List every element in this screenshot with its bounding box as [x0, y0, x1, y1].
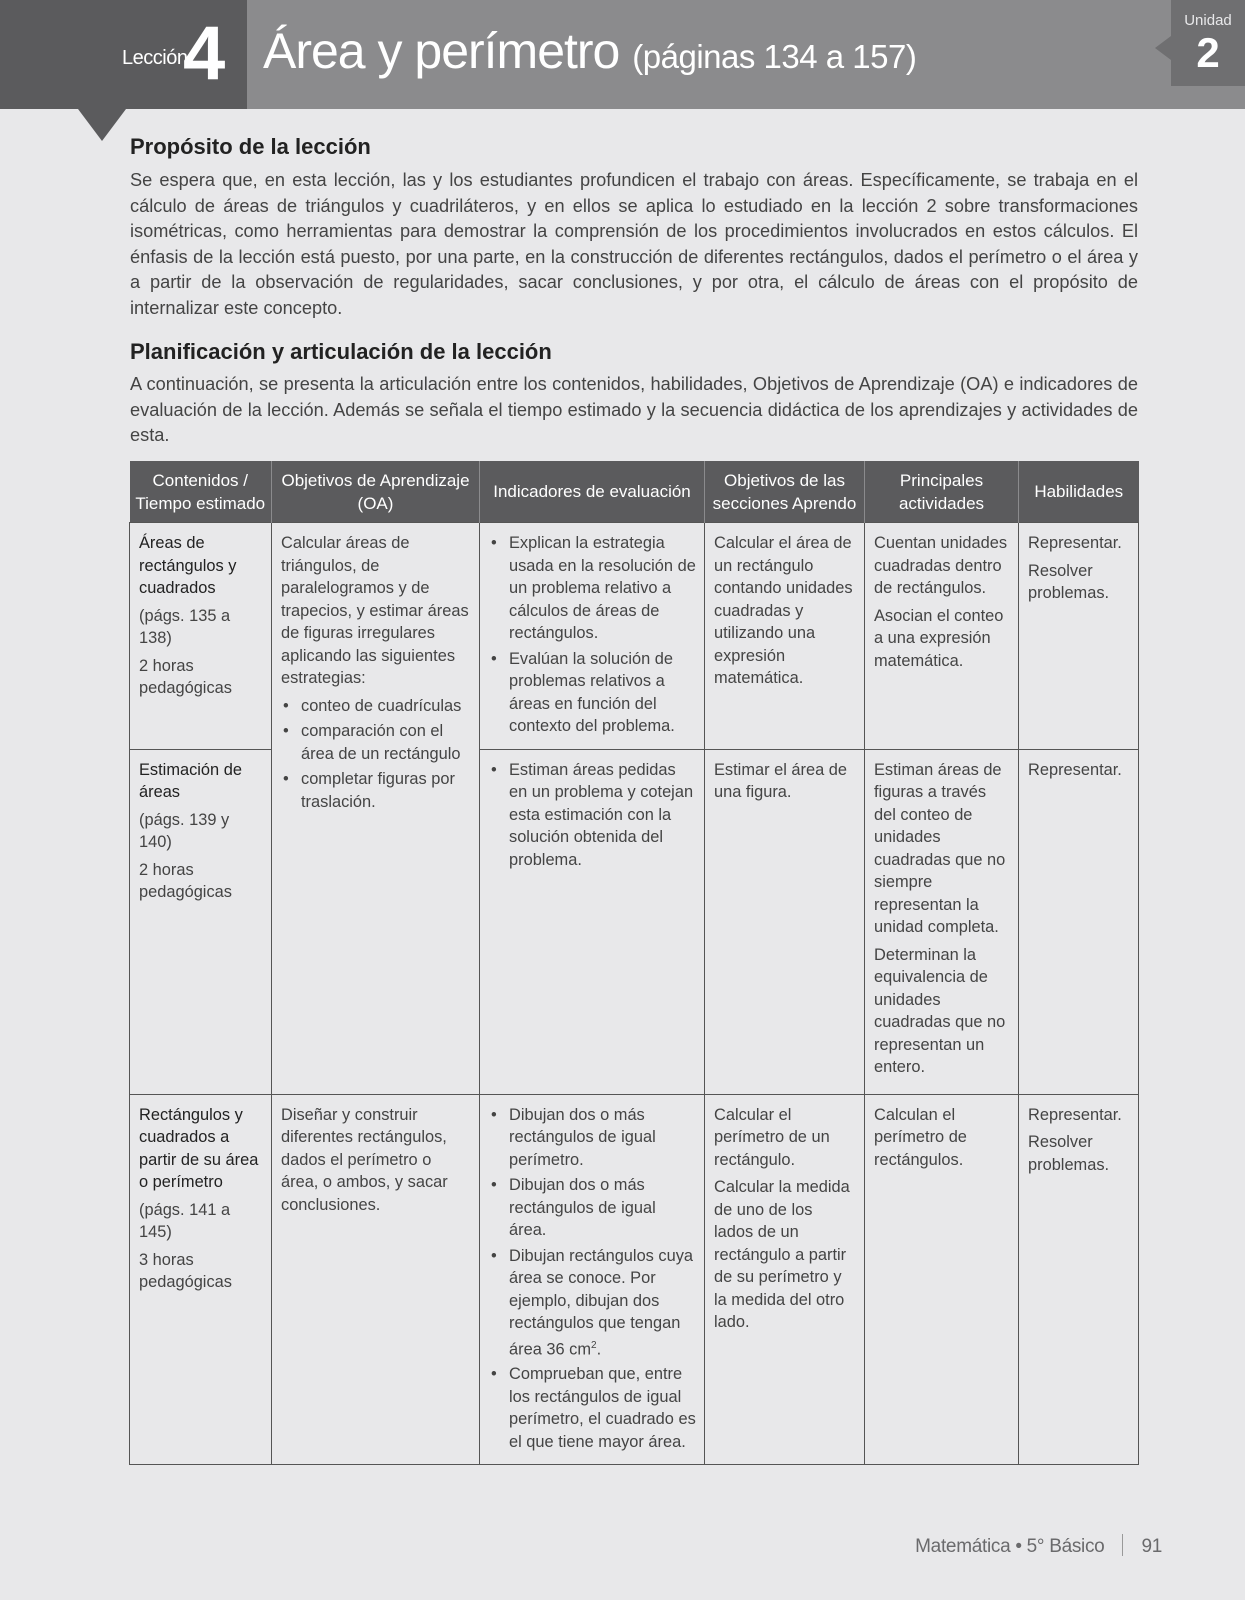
skill-text: Resolver problemas.	[1028, 561, 1110, 602]
table-row	[130, 523, 1139, 750]
indicators-list	[489, 759, 696, 872]
list-item: • Evalúan la solución de problemas relativos a áreas en función del contexto del problema.	[489, 648, 696, 738]
oa-cell	[272, 1094, 480, 1465]
list-item: • Dibujan dos o más rectángulos de igual perímetro.	[489, 1104, 696, 1172]
purpose-text: Se espera que, en esta lección, las y los estudiantes profundicen el trabajo con áreas. Específicamente, se trabaja en el cálculo de áreas de triángulos y cuadriláteros, y en ellos se aplica lo estudiado en la lección 2 sobre transformaciones isométricas, como herramientas para demostrar la comprensión de los procedimientos involucrados en estos cálculos. El énfasis de la lección está puesto, por una parte, en la construcción de diferentes rectángulos, dados el perímetro o el área y a partir de la observación de regularidades, sacar conclusiones, y por otra, el cálculo de áreas con el propósito de internalizar este concepto.	[130, 170, 1138, 318]
skill-text: Resolver problemas.	[1028, 1133, 1110, 1174]
activity-text: Estiman áreas de figuras a través del conteo de unidades cuadradas que no siempre representan la unidad completa.	[874, 760, 1006, 936]
oa-intro: Calcular áreas de triángulos, de paralelogramos y de trapecios, y estimar áreas de figuras irregulares aplicando las siguientes estrategias:	[281, 534, 469, 687]
list-item: • Estiman áreas pedidas en un problema y cotejan esta estimación con la solución obtenida del problema.	[489, 759, 696, 872]
indicators-cell	[480, 1094, 705, 1465]
topic-time: 3 horas pedagógicas	[139, 1250, 232, 1291]
list-item: • comparación con el área de un rectángulo	[281, 720, 471, 765]
oa-text: Diseñar y construir diferentes rectángulos, dados el perímetro o área, o ambos, y sacar conclusiones.	[281, 1105, 448, 1214]
purpose-heading: Propósito de la lección	[130, 134, 371, 159]
activity-text: Calculan el perímetro de rectángulos.	[874, 1105, 967, 1169]
indicators-cell	[480, 523, 705, 750]
lesson-header	[0, 0, 1245, 109]
list-item: • Explican la estrategia usada en la resolución de un problema relativo a cálculos de áreas de rectángulos.	[489, 532, 696, 645]
topic-pages: (págs. 135 a 138)	[139, 606, 231, 647]
topic-pages: (págs. 139 y 140)	[139, 810, 230, 851]
page-footer	[915, 1534, 1162, 1558]
header-contents: Contenidos / Tiempo estimado	[130, 461, 272, 523]
activities-cell	[865, 749, 1019, 1094]
header-activities: Principales actividades	[865, 461, 1019, 523]
activity-text: Cuentan unidades cuadradas dentro de rectángulos.	[874, 534, 1008, 597]
activities-cell	[865, 523, 1019, 750]
table-row	[130, 1094, 1139, 1465]
skill-text: Representar.	[1028, 534, 1122, 552]
objective-text: Calcular el área de un rectángulo contando unidades cuadradas y utilizando una expresión matemática.	[714, 534, 853, 687]
lesson-number-box	[0, 0, 247, 109]
contents-cell	[130, 1094, 272, 1465]
unit-label: Unidad	[1184, 12, 1232, 29]
lesson-pages: (páginas 134 a 157)	[632, 38, 917, 75]
list-item: • Dibujan dos o más rectángulos de igual área.	[489, 1174, 696, 1242]
objectives-cell	[705, 523, 865, 750]
contents-cell	[130, 523, 272, 750]
lesson-number: 4	[183, 11, 226, 96]
page-number: 91	[1141, 1536, 1162, 1557]
indicators-cell	[480, 749, 705, 1094]
lesson-title-text: Área y perímetro	[263, 23, 620, 79]
planning-table	[129, 461, 1139, 1465]
skills-cell	[1019, 749, 1139, 1094]
skills-cell	[1019, 523, 1139, 750]
activities-cell	[865, 1094, 1019, 1465]
skills-cell	[1019, 1094, 1139, 1465]
indicator-area-text: Dibujan rectángulos cuya área se conoce. Por ejemplo, dibujan dos rectángulos que tengan área 36 cm	[509, 1246, 694, 1358]
list-item: • Comprueban que, entre los rectángulos de igual perímetro, el cuadrado es el que tiene mayor área.	[489, 1363, 696, 1453]
oa-strategies-list	[281, 695, 471, 814]
header-skills: Habilidades	[1019, 461, 1139, 523]
footer-subject: Matemática • 5° Básico	[915, 1536, 1105, 1557]
planning-text: A continuación, se presenta la articulación entre los contenidos, habilidades, Objetivos de Aprendizaje (OA) e indicadores de evaluación de la lección. Además se señala el tiempo estimado y la secuencia didáctica de los aprendizajes y actividades de esta.	[130, 374, 1138, 445]
topic-title: Rectángulos y cuadrados a partir de su área o perímetro	[139, 1105, 259, 1191]
indicators-list	[489, 1104, 696, 1454]
topic-title: Estimación de áreas	[139, 760, 242, 801]
skill-text: Representar.	[1028, 1105, 1122, 1124]
topic-time: 2 horas pedagógicas	[139, 860, 232, 901]
activity-text: Asocian el conteo a una expresión matemática.	[874, 606, 1004, 670]
list-item	[489, 1245, 696, 1361]
indicator-end-period: .	[596, 1339, 602, 1358]
lesson-title	[263, 23, 917, 79]
objective-text: Calcular la medida de uno de los lados de un rectángulo a partir de su perímetro y la medida del otro lado.	[714, 1178, 850, 1331]
topic-title: Áreas de rectángulos y cuadrados	[139, 534, 237, 597]
unit-badge	[1171, 0, 1245, 86]
oa-cell	[272, 523, 480, 1095]
planning-heading: Planificación y articulación de la lección	[130, 339, 552, 364]
squared-exponent: 2	[591, 1339, 597, 1351]
topic-time: 2 horas pedagógicas	[139, 656, 232, 697]
lesson-label: Lección	[122, 47, 188, 69]
header-indicators: Indicadores de evaluación	[480, 461, 705, 523]
table-header-row	[130, 461, 1139, 523]
objective-text: Calcular el perímetro de un rectángulo.	[714, 1105, 830, 1169]
indicators-list	[489, 532, 696, 738]
topic-pages: (págs. 141 a 145)	[139, 1200, 231, 1241]
header-objectives: Objetivos de las secciones Aprendo	[705, 461, 865, 523]
list-item: • conteo de cuadrículas	[281, 695, 471, 718]
objectives-cell	[705, 1094, 865, 1465]
activity-text: Determinan la equivalencia de unidades cuadradas que no representan un entero.	[874, 945, 1006, 1076]
unit-number: 2	[1196, 29, 1220, 76]
footer-divider	[1122, 1534, 1123, 1556]
unit-notch	[1155, 36, 1171, 60]
skill-text: Representar.	[1028, 760, 1122, 779]
objective-text: Estimar el área de una figura.	[714, 760, 848, 801]
contents-cell	[130, 749, 272, 1094]
list-item: • completar figuras por traslación.	[281, 768, 471, 813]
objectives-cell	[705, 749, 865, 1094]
lesson-tab-pointer	[78, 109, 126, 141]
header-oa: Objetivos de Aprendizaje (OA)	[272, 461, 480, 523]
